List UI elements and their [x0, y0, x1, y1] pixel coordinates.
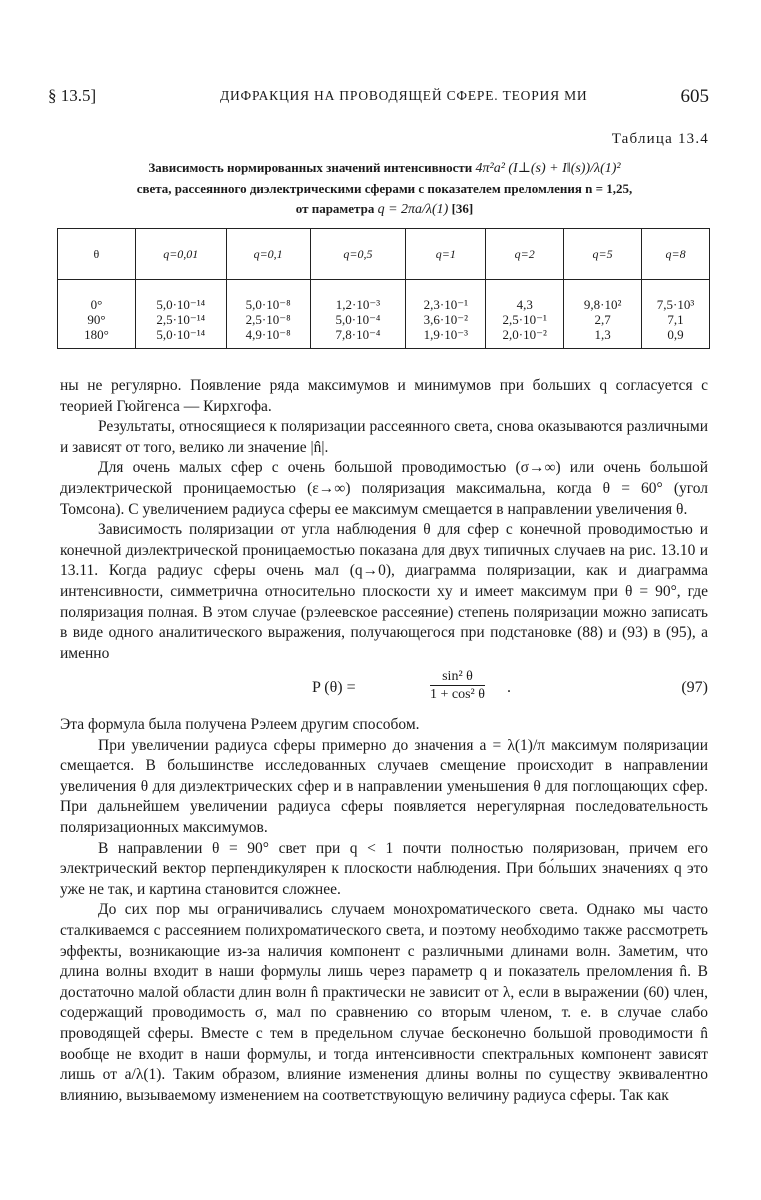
- table-cell: 9,8·10² 2,7 1,3: [564, 280, 642, 349]
- column-header: q=0,1: [226, 229, 310, 280]
- table-header-row: [58, 229, 710, 280]
- table-cell: 5,0·10⁻⁸ 2,5·10⁻⁸ 4,9·10⁻⁸: [226, 280, 310, 349]
- paragraph: В направлении θ = 90° свет при q < 1 почти полностью поляризован, причем его электрический вектор перпендикулярен к плоскости наблюдения. При бо́льших значениях q это уже не так, и картина становится сложнее.: [60, 839, 708, 898]
- text-block-bottom: [60, 715, 708, 1106]
- table-cell: 4,3 2,5·10⁻¹ 2,0·10⁻²: [486, 280, 564, 349]
- paragraph: При увеличении радиуса сферы примерно до значения a = λ(1)/π максимум поляризации смещается. В большинстве исследованных случаев смещение происходит в направлении увеличения θ для диэлектрических сфер и в направлении уменьшения θ для поглощающих сфер. При дальнейшем увеличении радиуса сферы появляется нерегулярная последовательность поляризационных максимумов.: [60, 736, 708, 836]
- table-cell: 1,2·10⁻³ 5,0·10⁻⁴ 7,8·10⁻⁴: [310, 280, 406, 349]
- table-caption: [60, 158, 709, 220]
- text-block-top: [60, 376, 708, 664]
- table-cell: 7,5·10³ 7,1 0,9: [642, 280, 710, 349]
- table-cell: 5,0·10⁻¹⁴ 2,5·10⁻¹⁴ 5,0·10⁻¹⁴: [135, 280, 226, 349]
- formula-lhs: P (θ) =: [312, 679, 356, 696]
- table-cell-theta: 0° 90° 180°: [58, 280, 136, 349]
- formula-numerator: sin² θ: [430, 668, 485, 686]
- formula-period: .: [507, 679, 511, 696]
- column-header: θ: [58, 229, 136, 280]
- paragraph: ны не регулярно. Появление ряда максимумов и минимумов при больших q согласуется с теорией Гюйгенса — Кирхгофа.: [60, 377, 708, 415]
- formula-fraction: [430, 668, 485, 703]
- caption-ref: [36]: [451, 201, 474, 216]
- paragraph: Зависимость поляризации от угла наблюдения θ для сфер с конечной проводимостью и конечной диэлектрической проницаемостью показана для двух типичных случаев на рис. 13.10 и 13.11. Когда радиус сферы очень мал (q→0), диаграмма поляризации, как и диаграмма интенсивности, симметрична относительно плоскости xy и имеет максимум при θ = 90°, где поляризация полная. В этом случае (рэлеевское рассеяние) степень поляризации можно записать в виде одного аналитического выражения, получающегося при подстановке (88) и (93) в (95), а именно: [60, 521, 708, 662]
- paragraph: Результаты, относящиеся к поляризации рассеянного света, снова оказываются различными и зависят от того, велико ли значение |n̂|.: [60, 418, 708, 456]
- column-header: q=2: [486, 229, 564, 280]
- section-number: § 13.5]: [48, 86, 97, 105]
- column-header: q=1: [406, 229, 486, 280]
- equation-number: (97): [681, 679, 708, 696]
- column-header: q=0,5: [310, 229, 406, 280]
- paragraph: Для очень малых сфер с очень большой проводимостью (σ→∞) или очень большой диэлектрической проницаемостью (ε→∞) поляризация максимальна, когда θ = 60° (угол Томсона). С увеличением радиуса сферы ее максимум смещается в направлении увеличения θ.: [60, 459, 708, 518]
- column-header: q=0,01: [135, 229, 226, 280]
- paragraph: Эта формула была получена Рэлеем другим способом.: [60, 716, 420, 733]
- table-cell: 2,3·10⁻¹ 3,6·10⁻² 1,9·10⁻³: [406, 280, 486, 349]
- caption-line-1: Зависимость нормированных значений интенсивности: [148, 160, 473, 175]
- caption-line-2: света, рассеянного диэлектрическими сферами с показателем преломления n = 1,25,: [136, 181, 633, 196]
- caption-math-3: q = 2πa/λ(1): [377, 202, 449, 217]
- table-label: Таблица 13.4: [611, 131, 709, 147]
- caption-line-3: от параметра: [295, 201, 375, 216]
- formula-denominator: 1 + cos² θ: [430, 687, 485, 702]
- caption-math-1: 4π²a² (I⊥(s) + I‖(s))/λ(1)²: [475, 161, 621, 176]
- formula-97: [60, 668, 708, 708]
- running-title: ДИФРАКЦИЯ НА ПРОВОДЯЩЕЙ СФЕРЕ. ТЕОРИЯ МИ: [220, 88, 588, 103]
- page-header: [48, 86, 709, 110]
- paragraph: До сих пор мы ограничивались случаем монохроматического света. Однако мы часто сталкиваемся с рассеянием полихроматического света, и поэтому необходимо также рассмотреть эффекты, возникающие из-за наличия компонент с различными длинами волн. Заметим, что длина волны входит в наши формулы лишь через параметр q и показатель преломления n̂. В достаточно малой области длин волн n̂ практически не зависит от λ, если в выражении (60) член, содержащий проводимость σ, мал по сравнению со вторым членом, т. е. в случае слабо проводящей сферы. Вместе с тем в предельном случае бесконечно большой проводимости n̂ вообще не входит в наши формулы, и тогда интенсивности спектральных компонент зависят лишь от a/λ(1). Таким образом, влияние изменения длины волны по существу эквивалентно влиянию, вызываемому изменением на соответствующую величину радиуса сферы. Так как: [60, 901, 708, 1104]
- table-body-row: [58, 280, 710, 349]
- column-header: q=5: [564, 229, 642, 280]
- page-number: 605: [680, 86, 709, 107]
- intensity-table: [57, 228, 710, 349]
- column-header: q=8: [642, 229, 710, 280]
